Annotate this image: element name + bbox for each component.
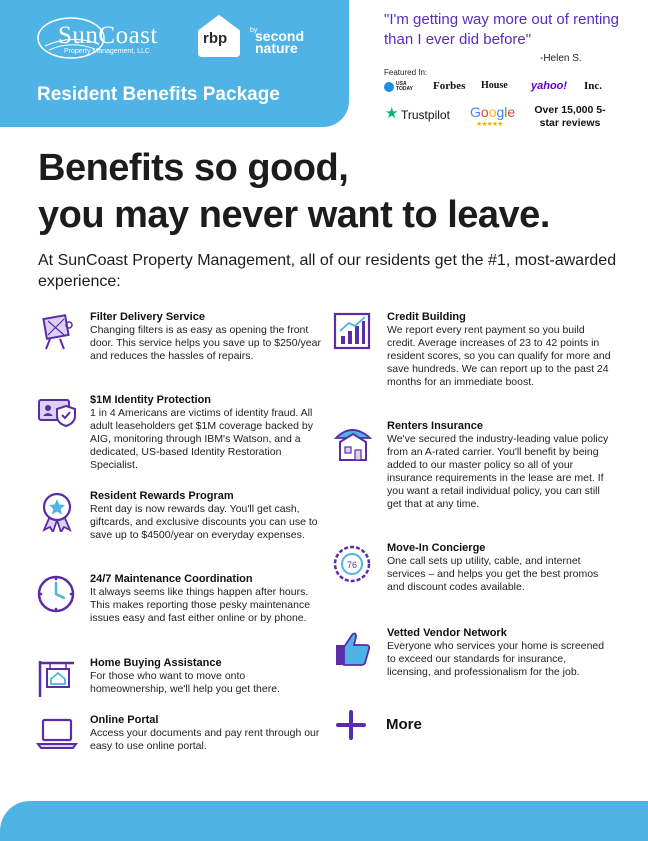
benefit-description: We've secured the industry-leading value policy from an A-rated carrier. You'll benefit by being added to our master policy so all of your insurance requirements in the lease are met. If you want a retail individual policy, you can still get that at any time. bbox=[387, 433, 609, 510]
benefit-description: One call sets up utility, cable, and internet services – and helps you get the best promos and discount codes available. bbox=[387, 555, 599, 593]
header-banner bbox=[0, 0, 349, 127]
benefit-title: Renters Insurance bbox=[387, 420, 483, 432]
headline bbox=[38, 145, 550, 239]
forbes-logo: Forbes bbox=[433, 80, 466, 92]
header-title: Resident Benefits Package bbox=[37, 84, 280, 105]
benefit-title: Filter Delivery Service bbox=[90, 311, 205, 323]
filter-box-icon bbox=[36, 311, 78, 353]
usa-today-logo: USA TODAY bbox=[396, 81, 413, 92]
gauge-icon bbox=[332, 542, 374, 584]
yahoo-logo: yahoo! bbox=[531, 80, 568, 92]
benefit-description: We report every rent payment so you build credit. Average increases of 23 to 42 points in resident scores, so you can qualify for more and save hundreds. We can report up to the past 24 months for an immediate boost. bbox=[387, 324, 611, 388]
footer-band bbox=[0, 801, 648, 841]
benefit-title: Move-In Concierge bbox=[387, 542, 486, 554]
benefit-title: 24/7 Maintenance Coordination bbox=[90, 573, 253, 585]
testimonial-quote: "I'm getting way more out of renting than I ever did before" bbox=[384, 11, 619, 48]
bar-chart-icon bbox=[332, 311, 374, 353]
featured-label: Featured In: bbox=[384, 68, 428, 77]
intro-text: At SunCoast Property Management, all of our residents get the #1, most-awarded experience: bbox=[38, 252, 617, 290]
more-link[interactable]: More bbox=[386, 716, 422, 733]
laptop-icon bbox=[36, 714, 78, 756]
gauge-number: 76 bbox=[346, 560, 358, 570]
logo-subtitle: Property Management, LLC bbox=[64, 48, 150, 55]
benefit-description: Access your documents and pay rent through our easy to use online portal. bbox=[90, 727, 320, 752]
partner-by: by bbox=[250, 27, 258, 34]
benefit-title: Credit Building bbox=[387, 311, 466, 323]
trustpilot-logo: Trustpilot bbox=[401, 108, 450, 122]
plus-icon[interactable] bbox=[336, 710, 366, 740]
trustpilot-star-icon: ★ bbox=[385, 105, 399, 122]
benefit-description: 1 in 4 Americans are victims of identity fraud. All adult leaseholders get $1M coverage backed by AIG, monitoring through IBM's Watson, and a dedicated, US-based Identity Restoration Specialist. bbox=[90, 407, 313, 471]
rbp-logo-text: rbp bbox=[203, 30, 228, 47]
benefit-title: Home Buying Assistance bbox=[90, 657, 222, 669]
headline-line-1: Benefits so good, bbox=[38, 147, 349, 189]
benefit-description: It always seems like things happen after hours. This makes reporting those pesky maintenance issues easy and fast either online or by phone. bbox=[90, 586, 311, 624]
benefit-description: Everyone who services your home is screened to exceed our standards for insurance, licensing, and professionalism for the job. bbox=[387, 640, 605, 678]
benefit-description: Rent day is now rewards day. You'll get cash, giftcards, and exclusive discounts you can use to save up to $4500/year on everyday expenses. bbox=[90, 503, 318, 541]
partner-name: second nature bbox=[255, 28, 305, 56]
benefit-title: Online Portal bbox=[90, 714, 159, 726]
inc-logo: Inc. bbox=[584, 80, 603, 92]
google-stars: ★★★★★ bbox=[476, 121, 503, 128]
benefit-title: Resident Rewards Program bbox=[90, 490, 234, 502]
google-logo: Google bbox=[470, 104, 516, 120]
logo-text: SunCoast bbox=[58, 22, 158, 49]
house-logo: House bbox=[481, 80, 508, 91]
house-umbrella-icon bbox=[332, 420, 374, 462]
benefit-description: Changing filters is as easy as opening the front door. This service helps you save up to $250/year and reduces the hassles of repairs. bbox=[90, 324, 321, 362]
usa-today-icon bbox=[384, 82, 394, 92]
award-ribbon-icon bbox=[36, 490, 78, 532]
headline-line-2: you may never want to leave. bbox=[38, 194, 550, 236]
house-sign-icon bbox=[36, 657, 78, 699]
benefit-title: $1M Identity Protection bbox=[90, 394, 212, 406]
benefit-title: Vetted Vendor Network bbox=[387, 627, 507, 639]
id-shield-icon bbox=[36, 394, 78, 436]
benefit-description: For those who want to move onto homeownership, we'll help you get there. bbox=[90, 670, 280, 695]
clock-icon bbox=[36, 573, 78, 615]
thumbs-up-icon bbox=[332, 627, 374, 669]
testimonial-author: -Helen S. bbox=[540, 53, 582, 64]
reviews-count: Over 15,000 5-star reviews bbox=[534, 104, 606, 129]
